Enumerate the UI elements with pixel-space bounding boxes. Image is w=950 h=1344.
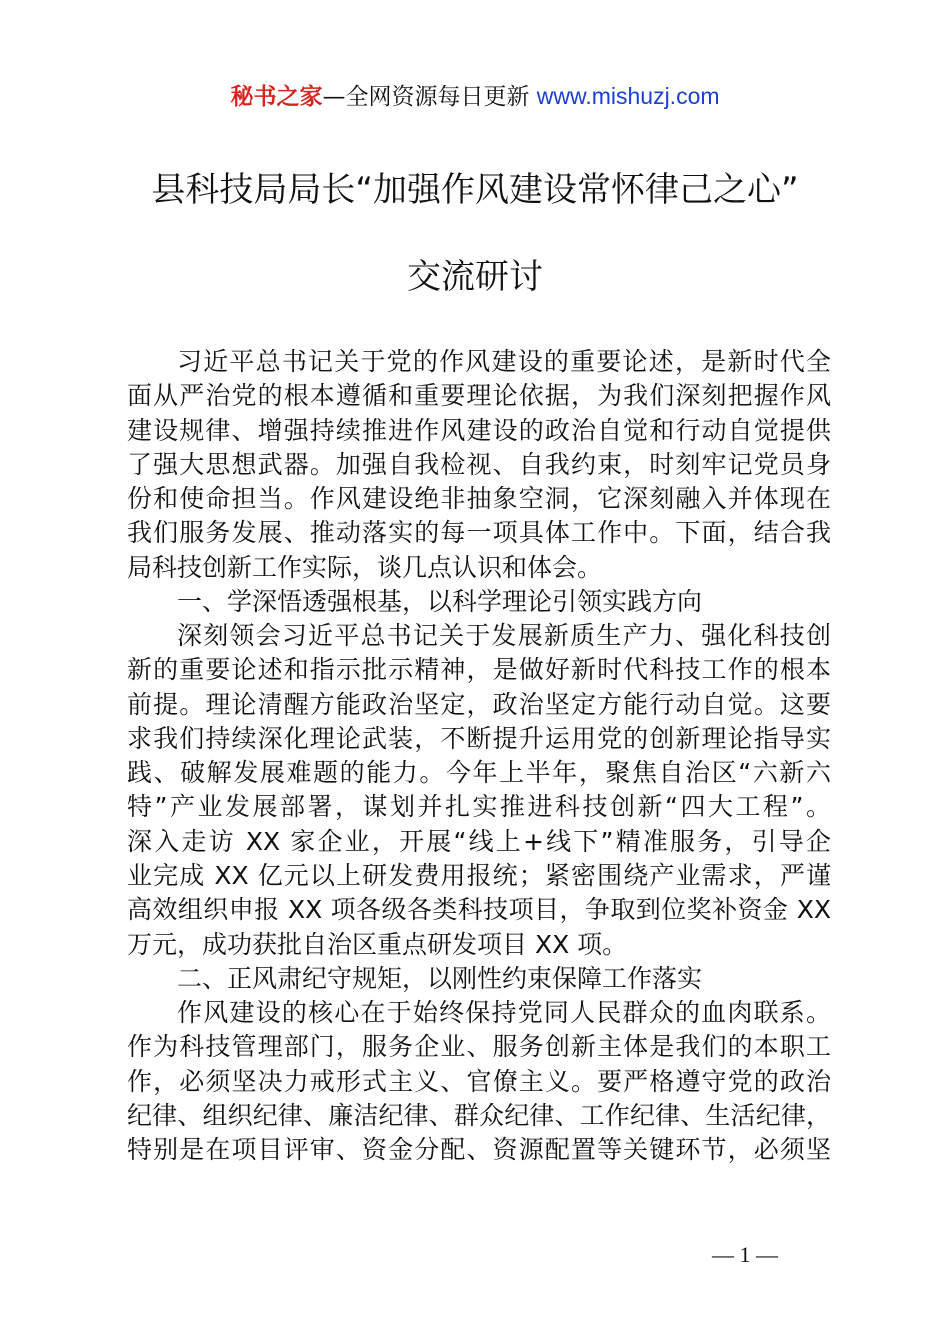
body-line: 面从严治党的根本遵循和重要理论依据，为我们深刻把握作风 — [127, 381, 831, 411]
body-line: 建设规律、增强持续推进作风建设的政治自觉和行动自觉提供 — [127, 415, 831, 445]
body-line: 业完成 XX 亿元以上研发费用报统；紧密围绕产业需求，严谨 — [127, 860, 831, 890]
page-number: — 1 — — [712, 1242, 778, 1267]
body-line: 深入走访 XX 家企业，开展“线上+线下”精准服务，引导企 — [127, 826, 831, 856]
body-line: 纪律、组织纪律、廉洁纪律、群众纪律、工作纪律、生活纪律， — [127, 1100, 831, 1130]
body-line: 作，必须坚决力戒形式主义、官僚主义。要严格遵守党的政治 — [127, 1066, 831, 1096]
body-line: 我们服务发展、推动落实的每一项具体工作中。下面，结合我 — [127, 518, 831, 548]
body-line: 习近平总书记关于党的作风建设的重要论述，是新时代全 — [177, 347, 831, 376]
body-line: 作为科技管理部门，服务企业、服务创新主体是我们的本职工 — [127, 1032, 831, 1062]
body-line: 特别是在项目评审、资金分配、资源配置等关键环节，必须坚 — [127, 1135, 831, 1165]
section-heading-2: 二、正风肃纪守规矩，以刚性约束保障工作落实 — [177, 963, 703, 993]
body-line: 践、破解发展难题的能力。今年上半年，聚焦自治区“六新六 — [127, 758, 831, 788]
section-heading-1: 一、学深悟透强根基，以科学理论引领实践方向 — [177, 586, 703, 616]
body-line: 高效组织申报 XX 项各级各类科技项目，争取到位奖补资金 XX — [127, 895, 831, 925]
body-line: 局科技创新工作实际，谈几点认识和体会。 — [127, 552, 603, 582]
body-line: 作风建设的核心在于始终保持党同人民群众的血肉联系。 — [177, 998, 831, 1028]
body-line: 特”产业发展部署，谋划并扎实推进科技创新“四大工程”。 — [127, 792, 831, 822]
body-line: 深刻领会习近平总书记关于发展新质生产力、强化科技创 — [177, 621, 831, 651]
body-line: 新的重要论述和指示批示精神，是做好新时代科技工作的根本 — [127, 655, 831, 685]
document-title-line-1: 县科技局局长“加强作风建设常怀律己之心” — [151, 170, 799, 210]
document-title-line-2: 交流研讨 — [407, 257, 543, 297]
body-line: 万元，成功获批自治区重点研发项目 XX 项。 — [127, 929, 628, 959]
site-slogan: —全网资源每日更新 — [322, 84, 537, 110]
site-header — [0, 80, 950, 113]
site-url-link[interactable]: www.mishuzj.com — [536, 83, 720, 109]
body-line: 份和使命担当。作风建设绝非抽象空洞，它深刻融入并体现在 — [127, 484, 831, 514]
site-brand: 秘书之家 — [230, 84, 323, 110]
body-line: 了强大思想武器。加强自我检视、自我约束，时刻牢记党员身 — [127, 449, 831, 479]
body-line: 求我们持续深化理论武装，不断提升运用党的创新理论指导实 — [127, 723, 831, 753]
body-line: 前提。理论清醒方能政治坚定，政治坚定方能行动自觉。这要 — [127, 689, 831, 719]
document-body — [127, 345, 831, 1167]
